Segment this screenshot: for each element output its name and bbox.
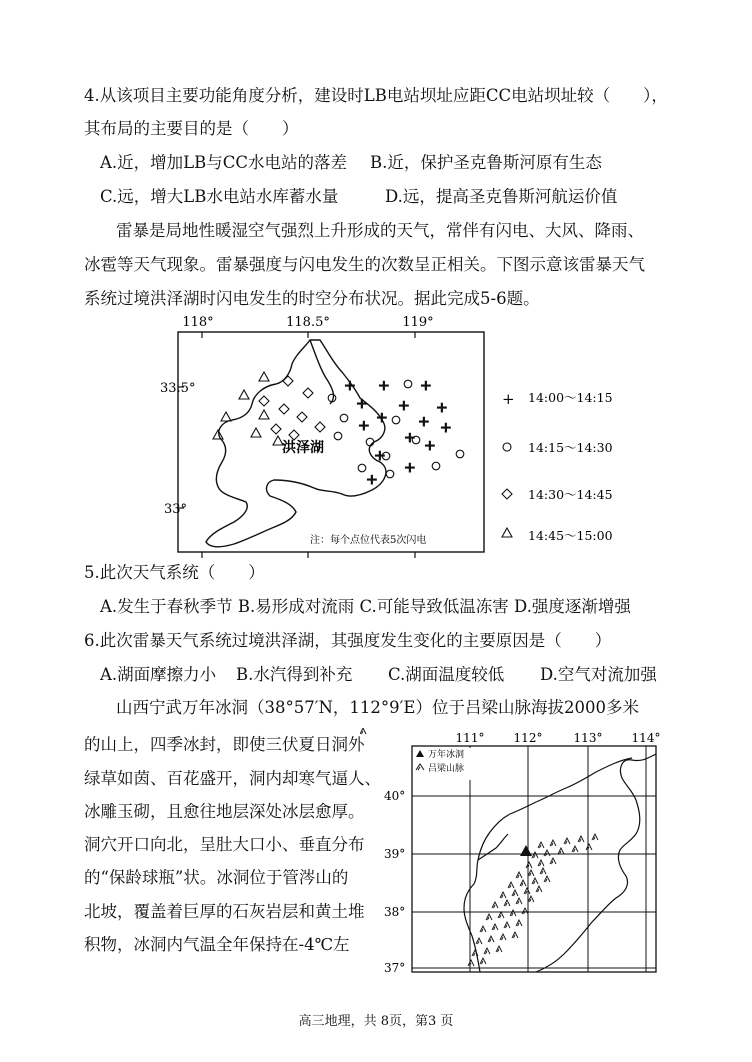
lightning-point-circle — [404, 380, 412, 388]
lightning-point-circle — [358, 464, 366, 472]
lightning-point-diamond — [289, 430, 299, 440]
lightning-point-triangle — [259, 410, 269, 419]
map2-lon-label: 114° — [631, 731, 661, 745]
legend-symbol-circle — [503, 443, 511, 451]
lightning-point-diamond — [271, 424, 281, 434]
lightning-point-plus: + — [404, 460, 416, 476]
lightning-point-diamond — [303, 388, 313, 398]
lightning-point-diamond — [315, 422, 325, 432]
lightning-point-circle — [334, 432, 342, 440]
cave-intro-line4: 冰雕玉砌，且愈往地层深处冰层愈厚。 — [84, 802, 365, 821]
q4-option-d: D.远，提高圣克鲁斯河航运价值 — [385, 187, 618, 206]
shanxi-ice-cave-map — [360, 728, 692, 978]
q4-stem-line2: 其布局的主要目的是（ ） — [84, 119, 299, 138]
q5-stem: 5.此次天气系统（ ） — [84, 563, 265, 582]
legend-symbol-plus: + — [502, 390, 515, 408]
map2-lat-label: 38° — [384, 905, 406, 919]
cave-intro-line2: 的山上，四季冰封，即使三伏夏日洞外 — [84, 735, 365, 754]
lightning-point-triangle — [239, 390, 249, 399]
map2-lon-label: 111° — [455, 731, 485, 745]
lightning-points-group — [213, 372, 464, 488]
page-footer: 高三地理，共 8页，第3 页 — [298, 1014, 454, 1029]
map2-lat-label: 40° — [384, 789, 406, 803]
legend-symbol-triangle — [502, 528, 512, 537]
lightning-point-plus: + — [344, 378, 356, 394]
cave-intro-line7: 北坡，覆盖着巨厚的石灰岩层和黄土堆 — [84, 902, 365, 921]
q4-option-c: C.远，增大LB水电站水库蓄水量 — [100, 187, 339, 206]
map2-lat-label: 37° — [384, 961, 406, 975]
cave-intro-line6: 的“保龄球瓶”状。冰洞位于管涔山的 — [84, 868, 349, 887]
map2-lon-label: 112° — [513, 731, 543, 745]
lightning-point-triangle — [213, 430, 223, 439]
map1-lat-label: 33.5° — [160, 381, 196, 396]
map2-lat-label: 39° — [384, 847, 406, 861]
q6-option-b: B.水汽得到补充 — [236, 665, 353, 684]
lightning-point-diamond — [279, 404, 289, 414]
cave-intro-line3: 绿草如茵、百花盛开，洞内却寒气逼人、 — [84, 769, 381, 788]
map1-lon-label: 118.5° — [286, 315, 330, 330]
map1-lon-label: 119° — [402, 315, 434, 330]
map2-legend-label: 万年冰洞 — [428, 750, 465, 760]
intro56-line3: 系统过境洪泽湖时闪电发生的时空分布状况。据此完成5-6题。 — [84, 289, 540, 308]
legend-label: 14:30～14:45 — [528, 487, 613, 502]
legend-label: 14:00～14:15 — [528, 390, 613, 405]
lightning-point-triangle — [221, 412, 231, 421]
q6-option-a: A.湖面摩擦力小 — [100, 665, 217, 684]
lightning-point-circle — [432, 462, 440, 470]
lightning-point-circle — [340, 414, 348, 422]
lightning-point-circle — [392, 416, 400, 424]
legend-label: 14:45～15:00 — [528, 528, 613, 543]
lightning-point-plus: + — [376, 410, 388, 426]
lightning-point-diamond — [259, 396, 269, 406]
lightning-point-plus: + — [404, 430, 416, 446]
q4-option-a: A.近，增加LB与CC水电站的落差 — [100, 153, 347, 172]
lightning-point-triangle — [251, 428, 261, 437]
map1-lat-label: 33° — [164, 502, 188, 517]
lightning-point-triangle — [259, 372, 269, 381]
lightning-point-plus: + — [440, 420, 452, 436]
map1-lake-label: 洪泽湖 — [282, 440, 324, 456]
lightning-point-plus: + — [374, 448, 386, 464]
ice-cave-marker — [520, 845, 532, 856]
lightning-point-diamond — [297, 412, 307, 422]
lightning-point-plus: + — [356, 396, 368, 412]
cave-intro-line5: 洞穴开口向北，呈肚大口小、垂直分布 — [84, 835, 365, 854]
q6-stem: 6.此次雷暴天气系统过境洪泽湖，其强度发生变化的主要原因是（ ） — [84, 631, 612, 650]
q5-options: A.发生于春秋季节 B.易形成对流雨 C.可能导致低温冻害 D.强度逐渐增强 — [100, 597, 631, 616]
map1-lon-label: 118° — [182, 315, 214, 330]
q6-option-d: D.空气对流加强 — [540, 665, 657, 684]
lightning-point-diamond — [283, 376, 293, 386]
lightning-point-circle — [366, 438, 374, 446]
lightning-point-circle — [456, 450, 464, 458]
legend-label: 14:15～14:30 — [528, 440, 613, 455]
lightning-point-plus: + — [398, 398, 410, 414]
q6-option-c: C.湖面温度较低 — [388, 665, 505, 684]
intro56-line1: 雷暴是局地性暖湿空气强烈上升形成的天气，常伴有闪电、大风、降雨、 — [116, 221, 644, 240]
map2-legend-label: 吕梁山脉 — [428, 764, 465, 774]
legend-symbol-diamond — [502, 489, 512, 499]
lightning-point-circle — [386, 470, 394, 478]
lightning-point-plus: + — [418, 414, 430, 430]
q4-option-b: B.近，保护圣克鲁斯河原有生态 — [370, 153, 602, 172]
mountain-symbol — [360, 728, 366, 734]
map1-legend — [502, 390, 613, 543]
lightning-distribution-map — [160, 312, 630, 562]
intro56-line2: 冰雹等天气现象。雷暴强度与闪电发生的次数呈正相关。下图示意该雷暴天气 — [84, 255, 645, 274]
lightning-point-plus: + — [378, 378, 390, 394]
map2-lon-label: 113° — [573, 731, 603, 745]
lightning-point-plus: + — [436, 400, 448, 416]
cave-intro-line8: 积物，冰洞内气温全年保持在-4℃左 — [84, 935, 350, 954]
boundary-west-fragment — [478, 834, 508, 860]
cave-intro-line1: 山西宁武万年冰洞（38°57′N，112°9′E）位于吕梁山脉海拔2000多米 — [116, 698, 639, 717]
lightning-point-plus: + — [420, 378, 432, 394]
lightning-point-plus: + — [358, 418, 370, 434]
lightning-point-plus: + — [424, 438, 436, 454]
map1-note: 注：每个点位代表5次闪电 — [310, 535, 427, 546]
lightning-point-plus: + — [366, 472, 378, 488]
q4-stem-line1: 4.从该项目主要功能角度分析，建设时LB电站坝址应距CC电站坝址较（ ）， — [84, 86, 668, 105]
